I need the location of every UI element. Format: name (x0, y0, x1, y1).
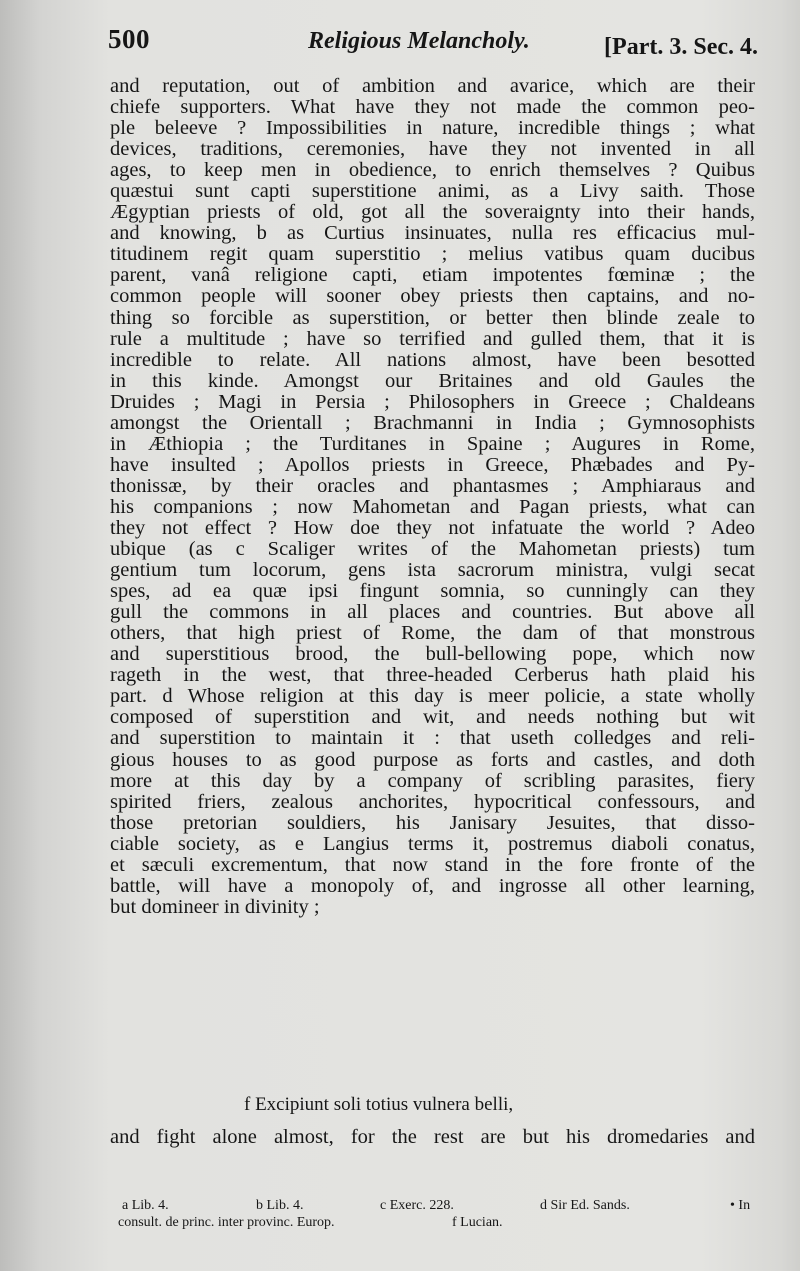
text-line: but domineer in divinity ; (110, 895, 320, 918)
body-text (110, 76, 755, 918)
footnote-d: d Sir Ed. Sands. (540, 1198, 630, 1213)
page-header (108, 20, 758, 60)
footnote-f: f Lucian. (452, 1215, 503, 1230)
text-line: his companions ; now Mahometan and Pagan priests, what can (110, 495, 755, 518)
footnote-row (118, 1215, 760, 1232)
footnotes (118, 1198, 760, 1232)
text-line: Druides ; Magi in Persia ; Philosophers in Greece ; Chaldeans (110, 390, 755, 413)
text-line: in Æthiopia ; the Turditanes in Spaine ; Augures in Rome, (110, 432, 755, 455)
text-line: et sæculi excrementum, that now stand in the fore fronte of the (110, 853, 755, 876)
text-line: and fight alone almost, for the rest are but his dromedaries and (110, 1126, 755, 1148)
text-line: spirited friers, zealous anchorites, hypocritical confessours, and (110, 790, 755, 813)
text-line: quæstui sunt capti superstitione animi, as a Livy saith. Those (110, 180, 755, 203)
text-line: gentium tum locorum, gens ista sacrorum ministra, vulgi secat (110, 559, 755, 582)
text-line: others, that high priest of Rome, the dam of that monstrous (110, 622, 755, 645)
text-line: they not effect ? How doe they not infatuate the world ? Adeo (110, 516, 755, 539)
text-line: gious houses to as good purpose as forts and castles, and doth (110, 748, 755, 771)
text-line: devices, traditions, ceremonies, have they not invented in all (110, 138, 755, 161)
page-number: 500 (108, 24, 150, 54)
text-line: and superstitious brood, the bull-bellowing pope, which now (110, 643, 755, 666)
text-line: part. d Whose religion at this day is meer policie, a state wholly (110, 685, 755, 708)
text-line: in this kinde. Amongst our Britaines and old Gaules the (110, 369, 755, 392)
text-line: incredible to relate. All nations almost, have been besotted (110, 348, 755, 371)
text-line: ple beleeve ? Impossibilities in nature, incredible things ; what (110, 117, 755, 140)
text-line: ubique (as c Scaliger writes of the Mahometan priests) tum (110, 538, 755, 561)
footnote-e-continued: consult. de princ. inter provinc. Europ. (118, 1215, 335, 1230)
text-line: battle, will have a monopoly of, and ingrosse all other learning, (110, 874, 755, 897)
footnote-b: b Lib. 4. (256, 1198, 304, 1213)
text-line: titudinem regit quam superstitio ; melius vatibus quam ducibus (110, 243, 755, 266)
text-line: and superstition to maintain it : that useth colledges and reli- (110, 727, 755, 750)
text-line: have insulted ; Apollos priests in Greece, Phæbades and Py- (110, 453, 755, 476)
text-line: and reputation, out of ambition and avarice, which are their (110, 75, 755, 97)
text-line: thing so forcible as superstition, or better then blinde zeale to (110, 306, 755, 329)
text-line: Ægyptian priests of old, got all the soveraignty into their hands, (110, 201, 755, 224)
text-line: ages, to keep men in obedience, to enrich themselves ? Quibus (110, 159, 755, 182)
text-line: thonissæ, by their oracles and phantasmes ; Amphiaraus and (110, 474, 755, 497)
text-line: gull the commons in all places and countries. But above all (110, 601, 755, 624)
footnote-row (118, 1198, 760, 1215)
text-line: ciable society, as e Langius terms it, postremus diaboli conatus, (110, 832, 755, 855)
text-line: those pretorian souldiers, his Janisary Jesuites, that disso- (110, 811, 755, 834)
text-line: composed of superstition and wit, and needs nothing but wit (110, 706, 755, 729)
text-line: rageth in the west, that three-headed Cerberus hath plaid his (110, 664, 755, 687)
text-line: common people will sooner obey priests then captains, and no- (110, 285, 755, 308)
section-reference: [Part. 3. Sec. 4. (604, 34, 758, 60)
text-line: amongst the Orientall ; Brachmanni in India ; Gymnosophists (110, 411, 755, 434)
text-line: spes, ad ea quæ ipsi fingunt somnia, so cunningly can they (110, 580, 755, 603)
text-line: rule a multitude ; have so terrified and gulled them, that it is (110, 327, 755, 350)
running-title: Religious Melancholy. (308, 28, 530, 54)
footnote-c: c Exerc. 228. (380, 1198, 454, 1213)
text-line: more at this day by a company of scribling parasites, fiery (110, 769, 755, 792)
text-line: chiefe supporters. What have they not made the common peo- (110, 96, 755, 119)
verse-quotation: f Excipiunt soli totius vulnera belli, (244, 1094, 514, 1115)
text-line: and knowing, b as Curtius insinuates, nulla res efficacius mul- (110, 222, 755, 245)
footnote-e: • In (730, 1198, 751, 1213)
footnote-a: a Lib. 4. (122, 1198, 169, 1213)
text-line: parent, vanâ religione capti, etiam impotentes fœminæ ; the (110, 264, 755, 287)
body-text-continuation (110, 1127, 755, 1148)
